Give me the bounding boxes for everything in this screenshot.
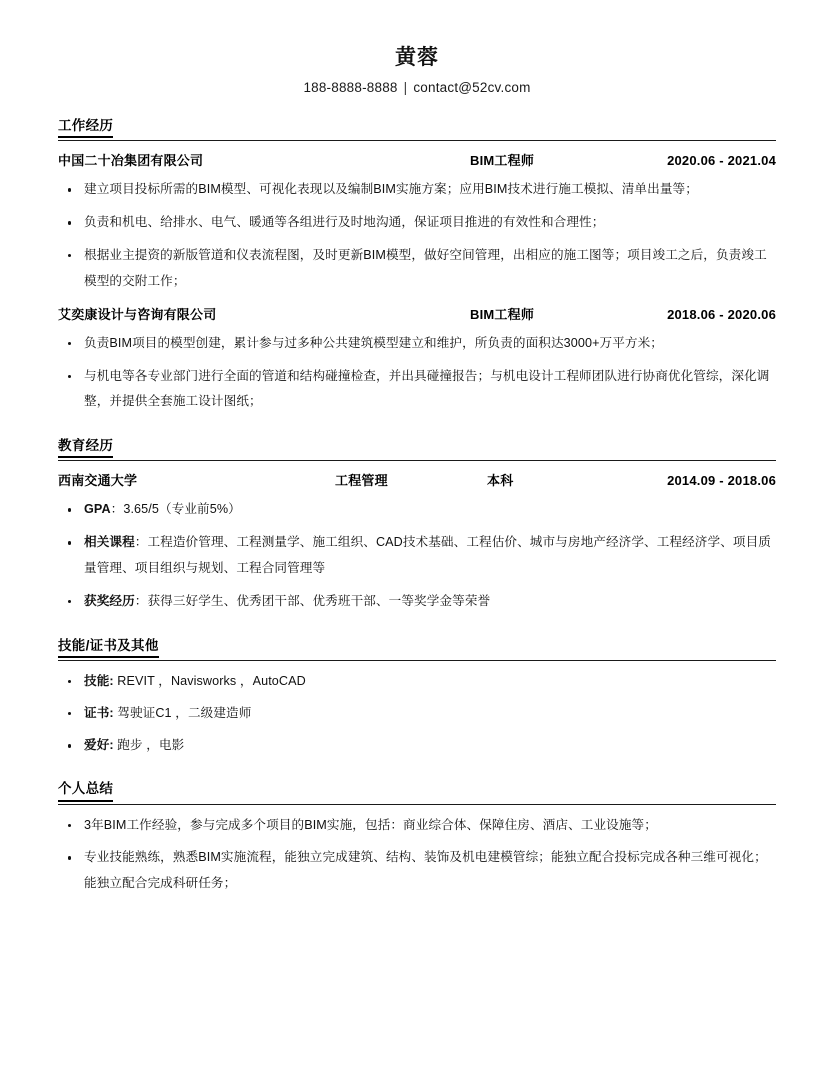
list-item xyxy=(58,589,776,615)
email-address: contact@52cv.com xyxy=(413,80,531,96)
list-item: 根据业主提资的新版管道和仪表流程图，及时更新BIM模型，做好空间管理，出相应的施工图等；项目竣工之后，负责竣工模型的交附工作； xyxy=(58,243,776,295)
list-item: 负责BIM项目的模型创建，累计参与过多种公共建筑模型建立和维护，所负责的面积达3000+万平方米； xyxy=(58,331,776,357)
bullet-text: REVIT ，Navisworks ，AutoCAD xyxy=(113,673,306,688)
list-item xyxy=(58,669,776,694)
bullet-label: 技能: xyxy=(84,673,114,688)
section-skills xyxy=(58,637,776,759)
list-item: 建立项目投标所需的BIM模型、可视化表现以及编制BIM实施方案；应用BIM技术进行施工模拟、清单出量等； xyxy=(58,177,776,203)
degree-level: 本科 xyxy=(487,473,514,489)
job-title: BIM工程师 xyxy=(470,306,535,322)
section-title-education: 教育经历 xyxy=(58,437,113,458)
bullet-text: ：获得三好学生、优秀团干部、优秀班干部、一等奖学金等荣誉 xyxy=(134,593,491,608)
list-item: 与机电等各专业部门进行全面的管道和结构碰撞检查，并出具碰撞报告；与机电设计工程师团队进行协商优化管综，深化调整，并提供全套施工设计图纸； xyxy=(58,364,776,416)
education-dates: 2014.09 - 2018.06 xyxy=(667,473,776,489)
section-title-work: 工作经历 xyxy=(58,117,113,138)
skills-bullets xyxy=(58,669,776,759)
list-item: 3年BIM工作经验，参与完成多个项目的BIM实施，包括：商业综合体、保障住房、酒店、工业设施等； xyxy=(58,813,776,839)
bullet-text: 驾驶证C1 ，二级建造师 xyxy=(113,706,252,721)
resume-header xyxy=(58,0,776,95)
education-entry-header xyxy=(58,470,776,489)
section-summary xyxy=(58,780,776,897)
major-name: 工程管理 xyxy=(335,473,388,489)
bullet-label: 相关课程 xyxy=(84,535,135,550)
education-bullets xyxy=(58,497,776,614)
bullet-label: 爱好: xyxy=(84,738,114,753)
section-education xyxy=(58,437,776,614)
section-header-summary xyxy=(58,780,776,804)
work-bullets-1 xyxy=(58,177,776,294)
list-item xyxy=(58,530,776,582)
school-name: 西南交通大学 xyxy=(58,473,138,489)
bullet-text: ：工程造价管理、工程测量学、施工组织、CAD技术基础、工程估价、城市与房地产经济学、工程经济学、项目质量管理、项目组织与规划、工程合同管理等 xyxy=(84,535,771,575)
section-header-skills xyxy=(58,637,776,661)
section-header-education xyxy=(58,437,776,461)
employment-dates: 2020.06 - 2021.04 xyxy=(667,153,776,169)
contact-line xyxy=(58,80,776,95)
bullet-text: 跑步 ，电影 xyxy=(113,738,185,753)
candidate-name: 黄蓉 xyxy=(395,46,439,69)
section-title-skills: 技能/证书及其他 xyxy=(58,637,159,658)
section-title-summary: 个人总结 xyxy=(58,780,113,801)
summary-bullets xyxy=(58,813,776,897)
bullet-text: ：3.65/5（专业前5%） xyxy=(110,502,241,517)
company-name: 中国二十冶集团有限公司 xyxy=(58,153,204,169)
employment-dates: 2018.06 - 2020.06 xyxy=(667,306,776,322)
work-bullets-2 xyxy=(58,331,776,415)
work-entry-header-2 xyxy=(58,304,776,323)
work-entry-header-1 xyxy=(58,150,776,169)
list-item xyxy=(58,497,776,523)
phone-number: 188-8888-8888 xyxy=(303,80,398,96)
list-item: 负责和机电、给排水、电气、暖通等各组进行及时地沟通，保证项目推进的有效性和合理性； xyxy=(58,210,776,236)
contact-separator: | xyxy=(403,80,408,96)
list-item xyxy=(58,733,776,758)
job-title: BIM工程师 xyxy=(470,153,535,169)
list-item: 专业技能熟练，熟悉BIM实施流程，能独立完成建筑、结构、装饰及机电建模管综；能独立配合投标完成各种三维可视化；能独立配合完成科研任务； xyxy=(58,845,776,897)
bullet-label: GPA xyxy=(84,502,111,517)
section-header-work xyxy=(58,117,776,141)
bullet-label: 获奖经历 xyxy=(84,593,135,608)
list-item xyxy=(58,701,776,726)
bullet-label: 证书: xyxy=(84,706,114,721)
section-work-experience xyxy=(58,117,776,415)
company-name: 艾奕康设计与咨询有限公司 xyxy=(58,306,217,322)
